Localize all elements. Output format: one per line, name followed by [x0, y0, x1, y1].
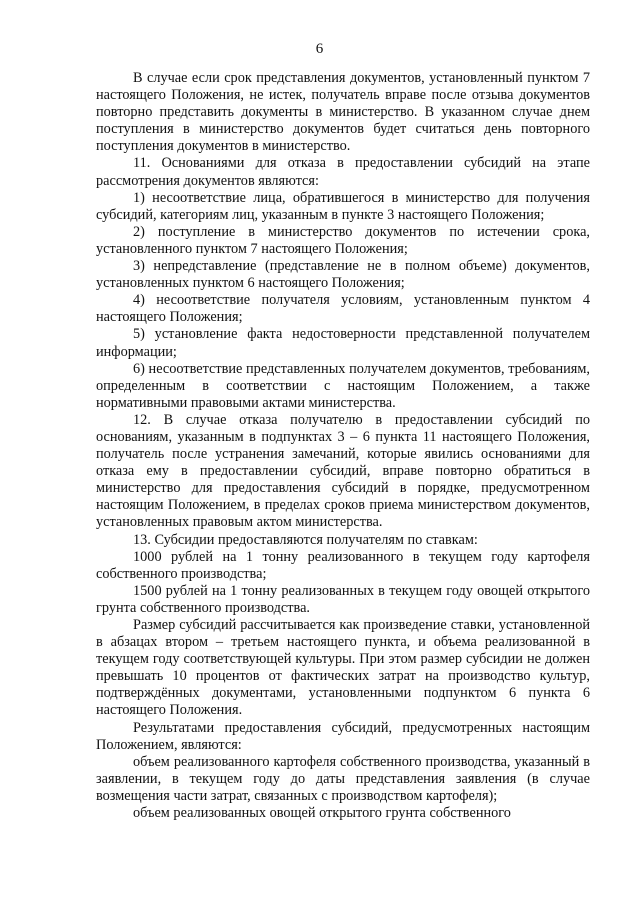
- list-item-ground-5: 5) установление факта недостоверности представленной получателем информации;: [96, 326, 590, 360]
- paragraph-results: Результатами предоставления субсидий, предусмотренных настоящим Положением, являются:: [96, 719, 590, 753]
- rate-potato: 1000 рублей на 1 тонну реализованного в текущем году картофеля собственного производства;: [96, 548, 590, 582]
- result-vegetables-volume: объем реализованных овощей открытого грунта собственного: [133, 805, 511, 822]
- list-item-ground-2: 2) поступление в министерство документов по истечении срока, установленного пунктом 7 настоящего Положения;: [96, 223, 590, 257]
- document-body: [96, 70, 590, 822]
- result-potato-volume: объем реализованного картофеля собственного производства, указанный в заявлении, в текущем году до даты представления заявления (в случае возмещения части затрат, связанных с производством картофеля);: [96, 753, 590, 804]
- paragraph-12-reapplication: 12. В случае отказа получателю в предоставлении субсидий по основаниям, указанным в подпунктах 3 – 6 пункта 11 настоящего Положения, получатель после устранения замечаний, которые явились основаниями для отказа ему в предоставлении субсидий, вправе повторно обратиться в министерство для предоставления субсидий в порядке, предусмотренном настоящим Положением, в пределах сроков приема министерством документов, установленных правовым актом министерства.: [96, 411, 590, 531]
- paragraph-resubmission: В случае если срок представления документов, установленный пунктом 7 настоящего Положения, не истек, получатель вправе после отзыва документов повторно представить документы в министерство. В указанном случае днем поступления в министерство документов будет считаться день повторного поступления документов в министерство.: [96, 70, 590, 155]
- list-item-ground-1: 1) несоответствие лица, обратившегося в министерство для получения субсидий, категориям лиц, указанным в пункте 3 настоящего Положения;: [96, 189, 590, 223]
- list-item-ground-3: 3) непредставление (представление не в полном объеме) документов, установленных пунктом 6 настоящего Положения;: [96, 258, 590, 292]
- list-item-ground-6: 6) несоответствие представленных получателем документов, требованиям, определенным в соответствии с настоящим Положением, а также нормативными правовыми актами министерства.: [96, 360, 590, 411]
- page-number: 6: [315, 41, 324, 57]
- list-item-ground-4: 4) несоответствие получателя условиям, установленным пунктом 4 настоящего Положения;: [96, 292, 590, 326]
- paragraph-subsidy-size: Размер субсидий рассчитывается как произведение ставки, установленной в абзацах втором – третьем настоящего пункта, и объема реализованной в текущем году соответствующей культуры. При этом размер субсидии не должен превышать 10 процентов от фактических затрат на производство культур, подтверждённых документами, установленными подпунктом 6 пункта 6 настоящего Положения.: [96, 617, 590, 719]
- paragraph-13-rates: 13. Субсидии предоставляются получателям по ставкам:: [133, 531, 478, 548]
- paragraph-11-refusal-grounds: 11. Основаниями для отказа в предоставлении субсидий на этапе рассмотрения документов являются:: [96, 155, 590, 189]
- rate-vegetables: 1500 рублей на 1 тонну реализованных в текущем году овощей открытого грунта собственного производства.: [96, 582, 590, 616]
